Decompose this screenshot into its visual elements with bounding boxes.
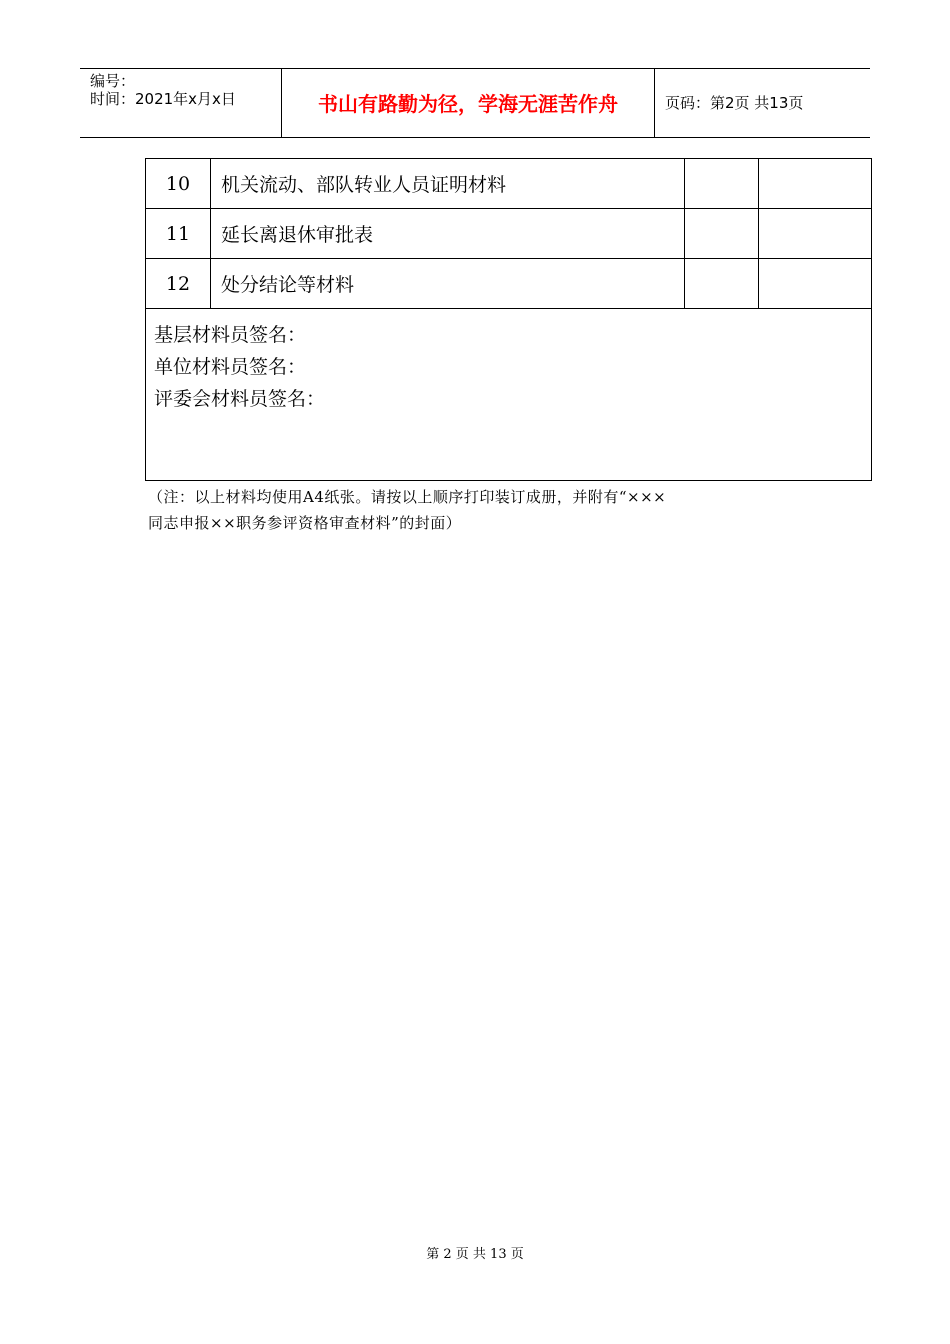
row-number: 11 (146, 209, 211, 259)
row-description: 机关流动、部队转业人员证明材料 (211, 159, 685, 209)
row-number: 12 (146, 259, 211, 309)
table-row (146, 209, 872, 259)
page-footer: 第 2 页 共 13 页 (426, 1247, 524, 1262)
note-line-2: 同志申报××职务参评资格审查材料”的封面） (148, 514, 462, 532)
table-note (148, 484, 828, 536)
date-label: 时间：2021年x月x日 (90, 90, 236, 108)
row-check-cell (685, 209, 759, 259)
motto-text: 书山有路勤为径，学海无涯苦作舟 (318, 92, 618, 116)
row-remark-cell (759, 259, 872, 309)
signature-cell (146, 309, 872, 481)
page-header (80, 68, 870, 138)
note-line-1: （注：以上材料均使用A4纸张。请按以上顺序打印装订成册，并附有“××× (148, 488, 667, 506)
header-motto-cell (282, 69, 655, 137)
serial-number-label: 编号： (90, 72, 136, 90)
committee-clerk-signature-label: 评委会材料员签名： (154, 388, 326, 410)
row-description: 延长离退休审批表 (211, 209, 685, 259)
signature-row (146, 309, 872, 481)
row-number: 10 (146, 159, 211, 209)
header-meta-cell (80, 69, 282, 137)
header-page-cell (655, 69, 870, 137)
row-check-cell (685, 159, 759, 209)
row-remark-cell (759, 209, 872, 259)
materials-table (145, 158, 872, 481)
table-row (146, 159, 872, 209)
page-code: 页码：第2页 共13页 (665, 94, 804, 112)
row-remark-cell (759, 159, 872, 209)
table-row (146, 259, 872, 309)
row-check-cell (685, 259, 759, 309)
unit-clerk-signature-label: 单位材料员签名： (154, 356, 307, 378)
grassroots-clerk-signature-label: 基层材料员签名： (154, 324, 307, 346)
row-description: 处分结论等材料 (211, 259, 685, 309)
